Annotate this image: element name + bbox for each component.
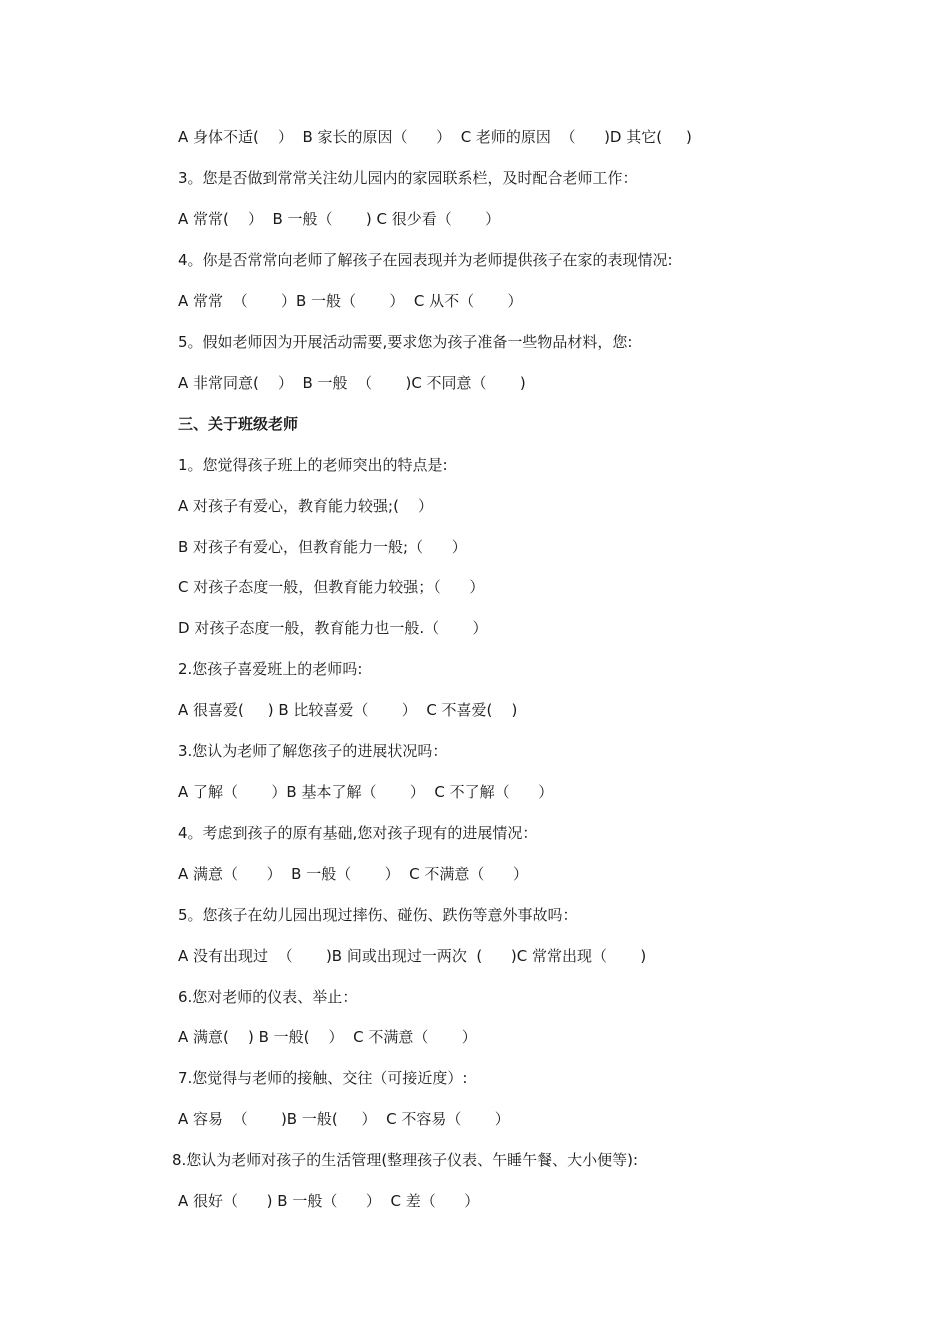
question-7-approachability: 7.您觉得与老师的接触、交往（可接近度）: xyxy=(178,1069,468,1087)
answer-options-understand: A 了解（ ）B 基本了解（ ） C 不了解（ ） xyxy=(178,783,554,801)
answer-options-approachability: A 容易 （ )B 一般( ） C 不容易（ ） xyxy=(178,1110,510,1128)
question-4-communicate: 4。你是否常常向老师了解孩子在园表现并为老师提供孩子在家的表现情况: xyxy=(178,251,673,269)
answer-options-communicate: A 常常 （ ）B 一般（ ） C 从不（ ） xyxy=(178,292,523,310)
question-8-daily-care: 8.您认为老师对孩子的生活管理(整理孩子仪表、午睡午餐、大小便等): xyxy=(172,1151,639,1169)
answer-option-d: D 对孩子态度一般，教育能力也一般.（ ） xyxy=(178,619,488,637)
answer-options-reason: A 身体不适( ） B 家长的原因（ ） C 老师的原因 （ )D 其它( ) xyxy=(178,128,692,146)
answer-option-c: C 对孩子态度一般，但教育能力较强；（ ） xyxy=(178,578,485,596)
answer-options-frequency: A 常常( ） B 一般（ ) C 很少看（ ） xyxy=(178,210,501,228)
answer-options-appearance: A 满意( ) B 一般( ） C 不满意（ ） xyxy=(178,1028,477,1046)
answer-option-b: B 对孩子有爱心，但教育能力一般;（ ） xyxy=(178,538,467,556)
question-3-understand-progress: 3.您认为老师了解您孩子的进展状况吗： xyxy=(178,742,448,760)
question-5-accidents: 5。您孩子在幼儿园出现过摔伤、碰伤、跌伤等意外事故吗： xyxy=(178,906,578,924)
question-4-progress-satisfaction: 4。考虑到孩子的原有基础,您对孩子现有的进展情况： xyxy=(178,824,538,842)
question-1-teacher-traits: 1。您觉得孩子班上的老师突出的特点是: xyxy=(178,456,448,474)
answer-option-a: A 对孩子有爱心，教育能力较强;( ） xyxy=(178,497,434,515)
question-2-like-teacher: 2.您孩子喜爱班上的老师吗: xyxy=(178,660,363,678)
section-heading-teachers: 三、关于班级老师 xyxy=(178,415,299,433)
question-3-contact-board: 3。您是否做到常常关注幼儿园内的家园联系栏，及时配合老师工作： xyxy=(178,169,638,187)
answer-options-accidents: A 没有出现过 （ )B 间或出现过一两次 ( )C 常常出现（ ) xyxy=(178,947,647,965)
question-6-appearance: 6.您对老师的仪表、举止： xyxy=(178,988,358,1006)
question-5-materials: 5。假如老师因为开展活动需要,要求您为孩子准备一些物品材料，您: xyxy=(178,333,633,351)
answer-options-daily-care: A 很好（ ) B 一般（ ） C 差（ ） xyxy=(178,1192,480,1210)
answer-options-like: A 很喜爱( ) B 比较喜爱（ ） C 不喜爱( ) xyxy=(178,701,518,719)
answer-options-satisfaction: A 满意（ ） B 一般（ ） C 不满意（ ） xyxy=(178,865,528,883)
answer-options-materials: A 非常同意( ） B 一般 （ )C 不同意（ ) xyxy=(178,374,526,392)
